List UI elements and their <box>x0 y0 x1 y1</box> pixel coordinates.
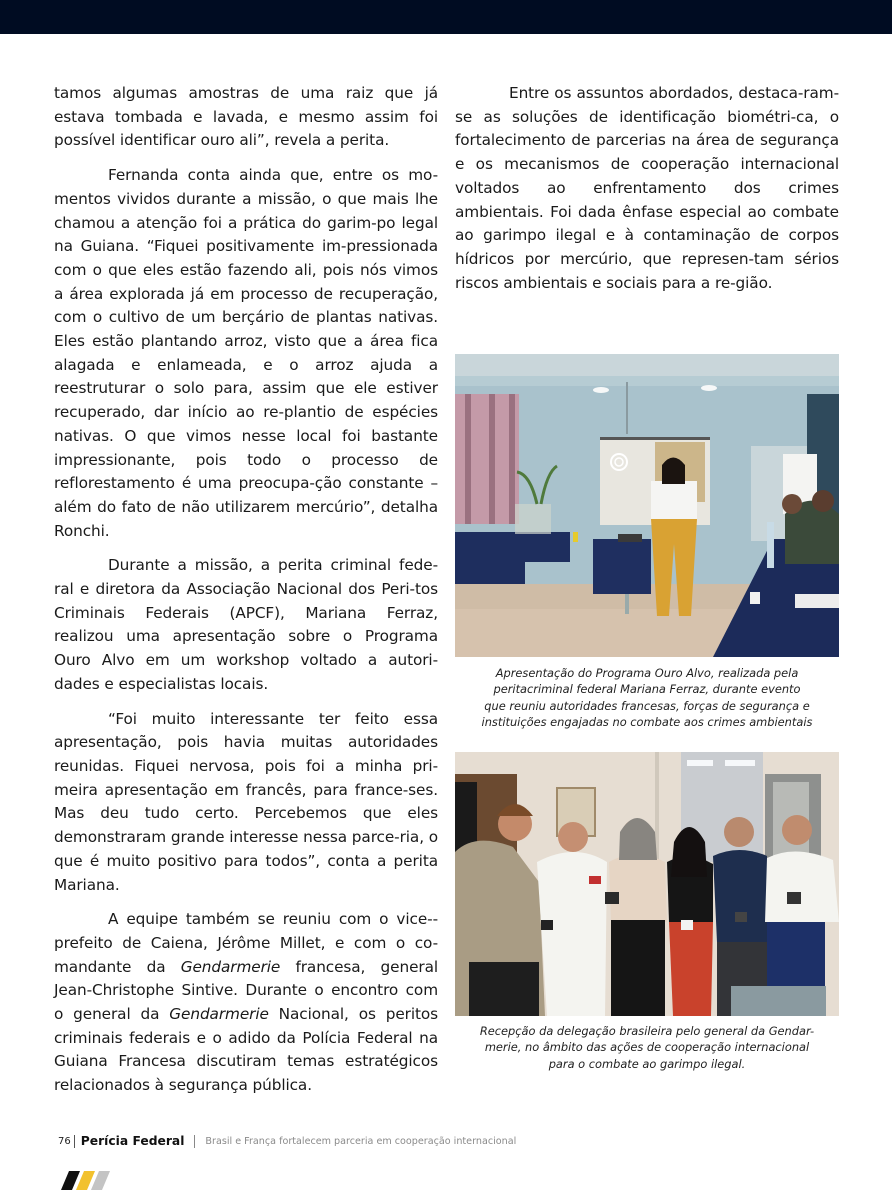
caption-line: Recepção da delegação brasileira pelo general da Gendar- <box>479 1024 815 1038</box>
text-run: francesa, general Jean-Christophe Sintive. Durante o encontro com o general da <box>54 957 438 1024</box>
header-bar <box>0 0 892 34</box>
caption-line: Apresentação do Programa Ouro Alvo, realizada pela <box>495 666 799 680</box>
caption-line: que reuniu autoridades francesas, forças de segurança e <box>484 698 810 713</box>
emphasis-gendarmerie: Gendarmerie <box>180 957 281 976</box>
photo-delegation-image <box>455 752 839 1016</box>
paragraph: Fernanda conta ainda que, entre os mo-mentos vividos durante a missão, o que mais lhe chamou a atenção foi a prática do garim-po legal na Guiana. “Fiquei positivamente im-pressionada com o que eles estão fazendo ali, pois nós vimos a área explorada já em processo de recuperação, com o cultivo de um berçário de plantas nativas. Eles estão plantando arroz, visto que a área fica alagada e enlameada, e o arroz ajuda a reestruturar o solo para, assim que ele estiver recuperado, dar início ao re-plantio de espécies nativas. O que vimos nesse local foi bastante impressionante, pois todo o processo de reflorestamento é uma preocupa-ção constante – além do fato de não utilizarem mercúrio”, detalha Ronchi. <box>54 166 438 540</box>
paragraph <box>54 908 438 1098</box>
photo-presentation <box>455 354 839 657</box>
photo-caption-delegation <box>452 1023 842 1072</box>
caption-line: instituições engajadas no combate aos crimes ambientais <box>481 714 813 729</box>
text-run: Nacional, os peritos criminais federais e o adido da Polícia Federal na Guiana Francesa discutiram temas estratégicos relacionados à segurança pública. <box>54 1005 438 1095</box>
paragraph: “Foi muito interessante ter feito essa apresentação, pois havia muitas autoridades reunidas. Fiquei nervosa, pois foi a minha pri-meira apresentação em francês, para france-ses. Mas deu tudo certo. Percebemos que eles demonstraram grande interesse nessa parce-ria, o que é muito positivo para todos”, conta a perita Mariana. <box>54 709 438 894</box>
article-running-title: Brasil e França fortalecem parceria em cooperação internacional <box>205 1135 517 1147</box>
divider <box>194 1135 195 1148</box>
divider <box>74 1135 75 1148</box>
caption-line: merie, no âmbito das ações de cooperação internacional <box>484 1040 810 1055</box>
page-footer <box>58 1134 516 1148</box>
left-column <box>54 82 438 1109</box>
logo-stripe-black <box>61 1171 80 1190</box>
magazine-name: Perícia Federal <box>80 1134 185 1148</box>
text-run: A equipe também se reuniu com o vice--prefeito de Caiena, Jérôme Millet, e com o co-mandante da <box>54 910 438 976</box>
logo-stripes-icon <box>61 1171 111 1190</box>
paragraph: tamos algumas amostras de uma raiz que já estava tombada e lavada, e mesmo assim foi possível identificar ouro ali”, revela a perita. <box>54 84 438 150</box>
emphasis-gendarmerie: Gendarmerie <box>169 1005 269 1024</box>
photo-delegation <box>455 752 839 1016</box>
caption-line: para o combate ao garimpo ilegal. <box>548 1056 746 1071</box>
caption-line: peritacriminal federal Mariana Ferraz, durante evento <box>493 682 801 697</box>
right-column <box>455 82 839 306</box>
logo-stripe-yellow <box>76 1171 95 1190</box>
paragraph: Durante a missão, a perita criminal fede-ral e diretora da Associação Nacional dos Peri-tos Criminais Federais (APCF), Mariana Ferraz, realizou uma apresentação sobre o Programa Ouro Alvo em um workshop voltado a autori-dades e especialistas locais. <box>54 556 438 693</box>
page-number: 76 <box>58 1135 71 1147</box>
photo-presentation-image <box>455 354 839 657</box>
paragraph: Entre os assuntos abordados, destaca-ram-se as soluções de identificação biométri-ca, o fortalecimento de parcerias na área de segurança e os mecanismos de cooperação internacional voltados ao enfrentamento dos crimes ambientais. Foi dada ênfase especial ao combate ao garimpo ilegal e à contaminação de corpos hídricos por mercúrio, que represen-tam sérios riscos ambientais e sociais para a re-gião. <box>455 84 839 292</box>
logo-stripe-gray <box>91 1171 110 1190</box>
photo-caption-presentation <box>452 665 842 730</box>
